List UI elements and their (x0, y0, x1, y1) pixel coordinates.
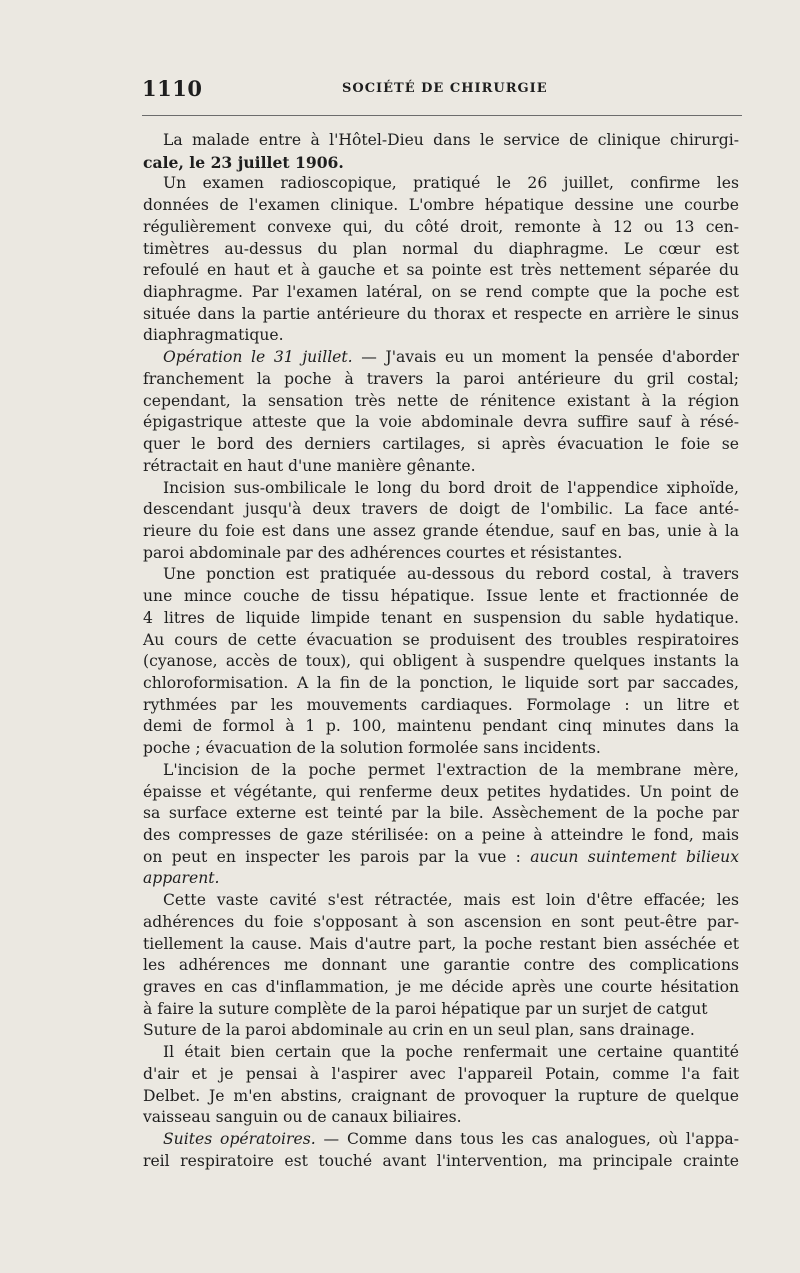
text-line (143, 912, 739, 934)
line-text: tiellement la cause. Mais d'autre part, la poche restant bien asséchée et (143, 934, 739, 953)
line-text: 4 litres de liquide limpide tenant en suspension du sable hydatique. (143, 608, 739, 627)
text-line (143, 564, 739, 586)
line-text: sa surface externe est teinté par la bile. Assèchement de la poche par (143, 804, 739, 823)
line-text: graves en cas d'inflammation, je me décide après une courte hésitation (143, 978, 739, 997)
line-text: Suture de la paroi abdominale au crin en un seul plan, sans drainage. (143, 1021, 695, 1040)
text-line (143, 760, 739, 782)
text-line (143, 173, 739, 195)
line-text: une mince couche de tissu hépatique. Issue lente et fractionnée de (143, 587, 739, 606)
line-text: cale, le 23 juillet 1906. (143, 152, 344, 172)
line-text: refoulé en haut et à gauche et sa pointe est très nettement séparée du (143, 261, 739, 280)
page-number: 1110 (142, 76, 203, 101)
line-text: des compresses de gaze stérilisée: on a peine à atteindre le fond, mais (143, 826, 739, 844)
text-line (143, 955, 739, 977)
text-line (143, 239, 739, 261)
line-text: diaphragme. Par l'examen latéral, on se rend compte que la poche est (143, 283, 739, 302)
line-text: à faire la suture complète de la paroi hépatique par un surjet de catgut (143, 999, 708, 1018)
text-line (143, 608, 739, 630)
italic-heading: Opération le 31 juillet. (163, 348, 353, 367)
line-text: les adhérences me donnant une garantie contre des complications (143, 956, 739, 975)
line-text: — Comme dans tous les cas analogues, où l'appa- (315, 1130, 739, 1149)
line-text: (cyanose, accès de toux), qui obligent à suspendre quelques instants la (143, 652, 739, 671)
line-text: Cette vaste cavité s'est rétractée, mais est loin d'être effacée; les (163, 891, 739, 910)
text-line (143, 1107, 739, 1129)
line-text: franchement la poche à travers la paroi antérieure du gril costal; (143, 369, 739, 388)
line-text: rieure du foie est dans une assez grande étendue, sauf en bas, unie à la (143, 521, 739, 540)
running-title: SOCIÉTÉ DE CHIRURGIE (342, 81, 548, 96)
line-text: diaphragmatique. (143, 326, 284, 345)
text-line (143, 217, 739, 239)
line-text: timètres au-dessus du plan normal du diaphragme. Le cœur est (143, 239, 739, 258)
line-text: demi de formol à 1 p. 100, maintenu pendant cinq minutes dans la (143, 717, 739, 736)
line-text: d'air et je pensai à l'aspirer avec l'appareil Potain, comme l'a fait (143, 1064, 739, 1083)
text-line (143, 521, 739, 543)
text-line (143, 434, 739, 456)
text-line (143, 977, 739, 999)
line-text: on peut en inspecter les parois par la vue : (143, 847, 531, 866)
text-line (143, 391, 739, 413)
text-line (143, 673, 739, 695)
text-line (143, 803, 739, 825)
text-line (143, 347, 739, 369)
text-line (143, 478, 739, 500)
line-text: épaisse et végétante, qui renferme deux petites hydatides. Un point de (143, 782, 739, 801)
body-text (143, 130, 739, 1173)
text-line (143, 130, 739, 152)
line-text: quer le bord des derniers cartilages, si après évacuation le foie se (143, 435, 739, 454)
text-line (143, 586, 739, 608)
text-line (143, 1086, 739, 1108)
text-line (143, 782, 739, 804)
text-line (143, 304, 739, 326)
text-line (143, 999, 739, 1021)
italic-heading: Suites opératoires. (163, 1130, 316, 1149)
text-line (143, 651, 739, 673)
line-text: adhérences du foie s'opposant à son ascension en sont peut-être par- (143, 912, 739, 931)
line-text: Un examen radioscopique, pratiqué le 26 juillet, confirme les (163, 174, 739, 193)
text-line (143, 543, 739, 565)
text-line (143, 890, 739, 912)
text-line (143, 1042, 739, 1064)
text-line (143, 1020, 739, 1042)
line-text: rétractait en haut d'une manière gênante. (143, 456, 476, 475)
line-text: Incision sus-ombilicale le long du bord droit de l'appendice xiphoïde, (163, 478, 739, 497)
text-line (143, 325, 739, 347)
text-line (143, 260, 739, 282)
line-text: cependant, la sensation très nette de rénitence existant à la région (143, 391, 739, 410)
text-line (143, 825, 739, 847)
text-line (143, 195, 739, 217)
text-line (143, 499, 739, 521)
text-line (143, 1064, 739, 1086)
line-text: données de l'examen clinique. L'ombre hépatique dessine une courbe (143, 196, 739, 215)
line-text: Il était bien certain que la poche renfermait une certaine quantité (163, 1043, 739, 1062)
line-text: vaisseau sanguin ou de canaux biliaires. (143, 1108, 462, 1127)
line-text: régulièrement convexe qui, du côté droit, remonte à 12 ou 13 cen- (143, 217, 739, 236)
line-text: poche ; évacuation de la solution formolée sans incidents. (143, 739, 601, 758)
text-line (143, 412, 739, 434)
line-text: apparent. (143, 869, 220, 888)
line-text: épigastrique atteste que la voie abdominale devra suffire sauf à résé- (143, 413, 739, 432)
italic-phrase: aucun suintement bilieux (530, 847, 739, 866)
line-text: située dans la partie antérieure du thorax et respecte en arrière le sinus (143, 304, 739, 323)
text-line (143, 934, 739, 956)
text-line (143, 716, 739, 738)
text-line (143, 868, 739, 890)
line-text: rythmées par les mouvements cardiaques. Formolage : un litre et (143, 695, 739, 714)
line-text: Delbet. Je m'en abstins, craignant de provoquer la rupture de quelque (143, 1086, 739, 1105)
line-text: Une ponction est pratiquée au-dessous du rebord costal, à travers (163, 565, 739, 584)
text-line (143, 1129, 739, 1151)
text-line (143, 152, 739, 174)
line-text: reil respiratoire est touché avant l'intervention, ma principale crainte (143, 1151, 739, 1170)
text-line (143, 695, 739, 717)
text-line (143, 456, 739, 478)
text-line (143, 282, 739, 304)
line-text: — J'avais eu un moment la pensée d'aborder (352, 348, 740, 367)
page-header (142, 76, 742, 102)
line-text: descendant jusqu'à deux travers de doigt de l'ombilic. La face anté- (143, 500, 739, 519)
text-line (143, 847, 739, 869)
line-text: paroi abdominale par des adhérences courtes et résistantes. (143, 543, 623, 562)
line-text: Au cours de cette évacuation se produisent des troubles respiratoires (143, 630, 739, 649)
text-line (143, 630, 739, 652)
line-text: La malade entre à l'Hôtel-Dieu dans le service de clinique chirurgi- (163, 131, 739, 149)
text-line (143, 1151, 739, 1173)
line-text: chloroformisation. A la fin de la ponction, le liquide sort par saccades, (143, 673, 739, 692)
line-text: L'incision de la poche permet l'extraction de la membrane mère, (163, 760, 739, 779)
header-rule (142, 115, 742, 116)
text-line (143, 738, 739, 760)
text-line (143, 369, 739, 391)
